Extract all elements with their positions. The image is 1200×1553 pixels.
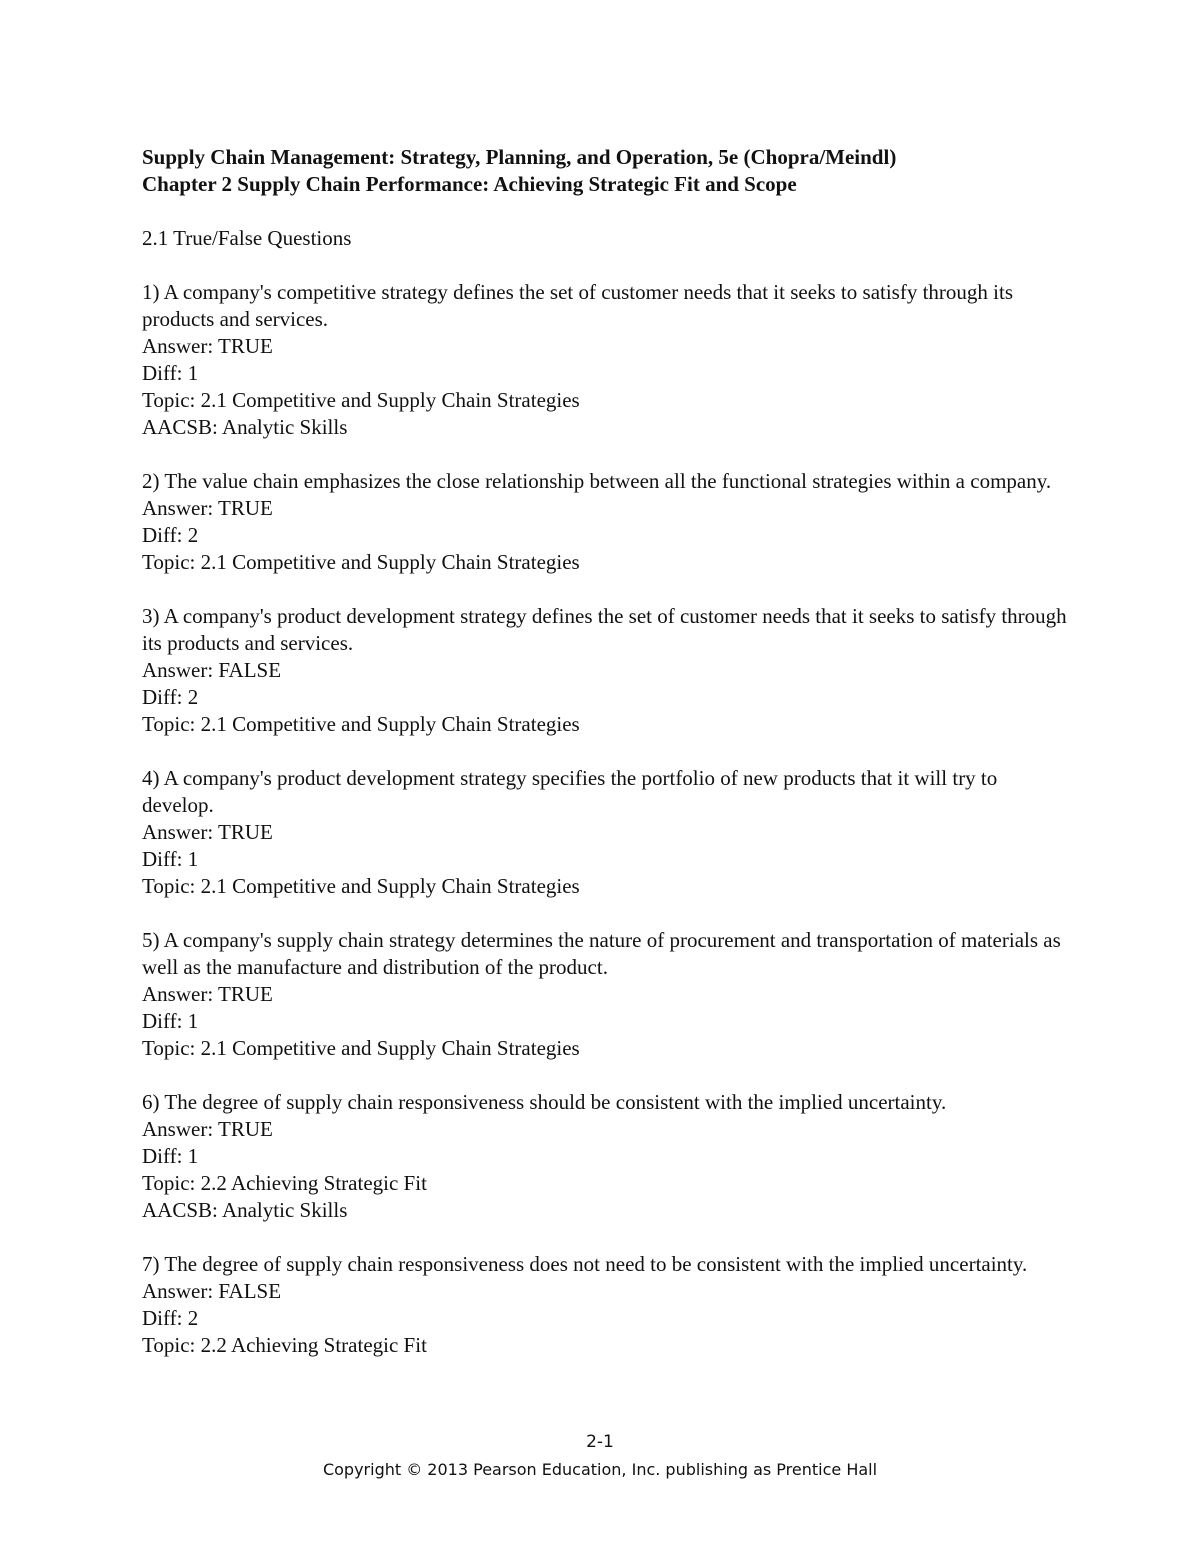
question-difficulty: Diff: 1 — [142, 361, 199, 385]
question-topic: Topic: 2.1 Competitive and Supply Chain Strategies — [142, 1036, 580, 1060]
question-text: 4) A company's product development strategy specifies the portfolio of new products that it will try to develop. — [142, 766, 998, 817]
copyright-notice: Copyright © 2013 Pearson Education, Inc. publishing as Prentice Hall — [322, 1460, 878, 1479]
question-1 — [142, 279, 1072, 441]
page-content — [142, 144, 1072, 1359]
question-difficulty: Diff: 2 — [142, 685, 199, 709]
question-aacsb: AACSB: Analytic Skills — [142, 415, 348, 439]
question-difficulty: Diff: 2 — [142, 1306, 199, 1330]
question-answer: Answer: FALSE — [142, 1279, 282, 1303]
question-text: 6) The degree of supply chain responsiveness should be consistent with the implied uncertainty. — [142, 1090, 947, 1114]
question-6 — [142, 1089, 1072, 1224]
question-text: 5) A company's supply chain strategy determines the nature of procurement and transportation of materials as well as the manufacture and distribution of the product. — [142, 928, 1061, 979]
question-7 — [142, 1251, 1072, 1359]
question-topic: Topic: 2.1 Competitive and Supply Chain Strategies — [142, 712, 580, 736]
question-text: 7) The degree of supply chain responsiveness does not need to be consistent with the implied uncertainty. — [142, 1252, 1028, 1276]
question-difficulty: Diff: 2 — [142, 523, 199, 547]
question-text: 2) The value chain emphasizes the close relationship between all the functional strategies within a company. — [142, 469, 1052, 493]
question-difficulty: Diff: 1 — [142, 1144, 199, 1168]
question-aacsb: AACSB: Analytic Skills — [142, 1198, 348, 1222]
question-topic: Topic: 2.1 Competitive and Supply Chain Strategies — [142, 550, 580, 574]
book-title: Supply Chain Management: Strategy, Planning, and Operation, 5e (Chopra/Meindl) — [142, 145, 897, 169]
question-answer: Answer: TRUE — [142, 982, 273, 1006]
section-heading: 2.1 True/False Questions — [142, 226, 352, 250]
question-topic: Topic: 2.1 Competitive and Supply Chain Strategies — [142, 874, 580, 898]
question-difficulty: Diff: 1 — [142, 1009, 199, 1033]
question-2 — [142, 468, 1072, 576]
question-answer: Answer: TRUE — [142, 1117, 273, 1141]
question-answer: Answer: FALSE — [142, 658, 282, 682]
question-4 — [142, 765, 1072, 900]
question-3 — [142, 603, 1072, 738]
question-answer: Answer: TRUE — [142, 820, 273, 844]
chapter-title: Chapter 2 Supply Chain Performance: Achieving Strategic Fit and Scope — [142, 172, 797, 196]
question-text: 1) A company's competitive strategy defines the set of customer needs that it seeks to satisfy through its products and services. — [142, 280, 1014, 331]
page-number: 2-1 — [586, 1432, 614, 1452]
question-topic: Topic: 2.1 Competitive and Supply Chain Strategies — [142, 388, 580, 412]
question-topic: Topic: 2.2 Achieving Strategic Fit — [142, 1171, 427, 1195]
question-answer: Answer: TRUE — [142, 496, 273, 520]
question-topic: Topic: 2.2 Achieving Strategic Fit — [142, 1333, 427, 1357]
question-difficulty: Diff: 1 — [142, 847, 199, 871]
question-text: 3) A company's product development strategy defines the set of customer needs that it seeks to satisfy through its products and services. — [142, 604, 1067, 655]
question-5 — [142, 927, 1072, 1062]
question-answer: Answer: TRUE — [142, 334, 273, 358]
